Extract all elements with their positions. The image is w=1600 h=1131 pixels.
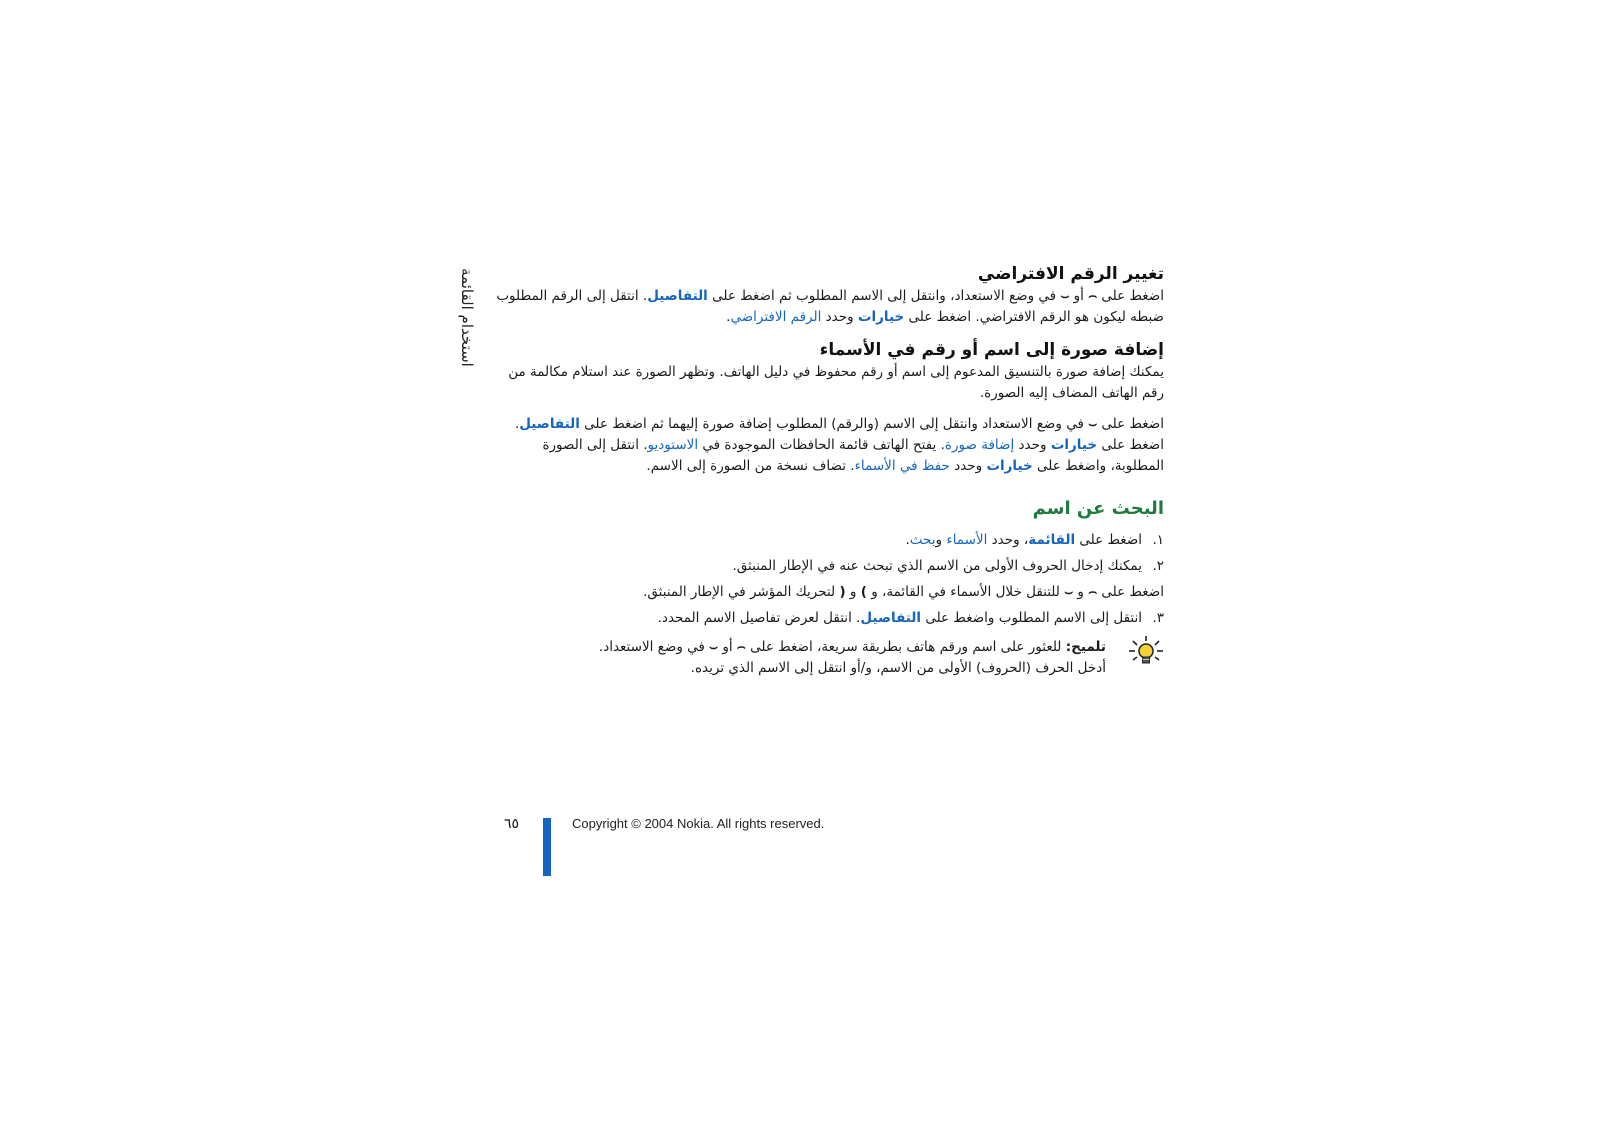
list-item: ١. اضغط على القائمة، وحدد الأسماء وبحث. — [905, 532, 1164, 548]
link-options: خيارات — [857, 309, 905, 325]
link-options: خيارات — [1050, 437, 1098, 453]
paragraph-add-image-steps: اضغط على ⌣ في وضع الاستعداد وانتقل إلى الاسم (والرقم) المطلوب إضافة صورة إليهما ثم اضغط على التفاصيل. اضغط على خيارات وحدد إضافة صورة. يفتح الهاتف قائمة الحافظات الموجودة في الاستوديو. انتقل إلى الصورة المطلوبة، واضغط على خيارات وحدد حفظ في الأسماء. تضاف نسخة من الصورة إلى الاسم. — [514, 416, 1164, 474]
page-content — [486, 262, 1164, 679]
paragraph-add-image-intro: يمكنك إضافة صورة بالتنسيق المدعوم إلى اسم أو رقم محفوظ في دليل الهاتف. وتظهر الصورة عند استلام مكالمة من رقم الهاتف المضاف إليه الصورة. — [508, 364, 1164, 401]
section-title-search-name: البحث عن اسم — [1032, 498, 1164, 519]
side-section-title: استخدام القائمة — [458, 268, 476, 367]
link-details: التفاصيل — [860, 610, 922, 626]
scroll-down-key-icon: ⌣ — [709, 639, 719, 655]
tip-label: تلميح: — [1065, 639, 1106, 655]
paragraph-default-number: اضغط على ⌢ أو ⌣ في وضع الاستعداد، وانتقل إلى الاسم المطلوب ثم اضغط على التفاصيل. انتقل إلى الرقم المطلوب ضبطه ليكون هو الرقم الافتراضي. اضغط على خيارات وحدد الرقم الافتراضي. — [496, 288, 1164, 325]
copyright-notice: Copyright © 2004 Nokia. All rights reserved. — [572, 816, 825, 831]
tip-text-line2: أدخل الحرف (الحروف) الأولى من الاسم، و/أو انتقل إلى الاسم الذي تريده. — [690, 660, 1106, 676]
link-studio: الاستوديو — [647, 437, 699, 453]
section-title-default-number: تغيير الرقم الافتراضي — [977, 264, 1164, 284]
lightbulb-tip-icon — [1128, 635, 1164, 669]
list-item: اضغط على ⌢ و ⌣ للتنقل خلال الأسماء في القائمة، و ) و ( لتحريك المؤشر في الإطار المنبثق. — [643, 584, 1164, 600]
link-contacts: الأسماء — [946, 532, 988, 548]
footer-accent-bar — [543, 818, 551, 876]
link-search: بحث — [909, 532, 936, 548]
list-item: ٢. يمكنك إدخال الحروف الأولى من الاسم الذي تبحث عنه في الإطار المنبثق. — [732, 558, 1164, 574]
link-add-image: إضافة صورة — [944, 437, 1015, 453]
link-details: التفاصيل — [647, 288, 708, 304]
scroll-down-key-icon: ⌣ — [1064, 584, 1074, 600]
section-title-add-image: إضافة صورة إلى اسم أو رقم في الأسماء — [819, 340, 1164, 360]
scroll-up-key-icon: ⌢ — [1088, 288, 1098, 304]
list-item: ٣. انتقل إلى الاسم المطلوب واضغط على التفاصيل. انتقل لعرض تفاصيل الاسم المحدد. — [657, 610, 1164, 626]
link-save-to-contacts: حفظ في الأسماء — [854, 458, 950, 474]
link-default-number: الرقم الافتراضي — [730, 309, 822, 325]
link-details: التفاصيل — [519, 416, 580, 432]
link-options: خيارات — [986, 458, 1033, 474]
left-bracket-key-icon: ( — [839, 584, 846, 600]
tip-box — [486, 637, 1164, 679]
link-menu: القائمة — [1028, 532, 1076, 548]
search-steps-list — [486, 527, 1164, 631]
scroll-up-key-icon: ⌢ — [1088, 584, 1098, 600]
scroll-down-key-icon: ⌣ — [1060, 288, 1070, 304]
page-number: ٦٥ — [504, 816, 520, 832]
scroll-down-key-icon: ⌣ — [1088, 416, 1098, 432]
tip-text: تلميح: للعثور على اسم ورقم هاتف بطريقة سريعة، اضغط على ⌢ أو ⌣ في وضع الاستعداد. — [598, 639, 1106, 655]
right-bracket-key-icon: ) — [860, 584, 867, 600]
scroll-up-key-icon: ⌢ — [736, 639, 746, 655]
